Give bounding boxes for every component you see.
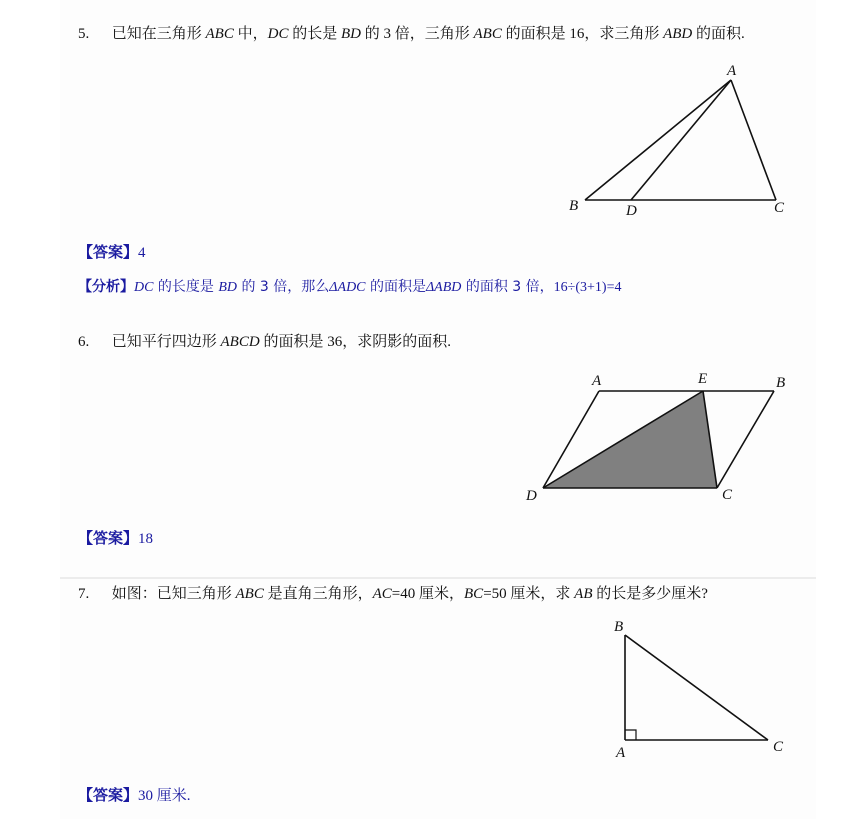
label-C: C — [773, 739, 784, 755]
label-C: C — [774, 200, 785, 216]
question-number: 5. — [78, 26, 90, 42]
question-7-text: 7. 如图：已知三角形 ABC 是直角三角形，AC=40 厘米，BC=50 厘米，求 AB 的长是多少厘米? — [78, 586, 708, 602]
answer-value: 4 — [138, 245, 146, 261]
question-number: 6. — [78, 334, 90, 350]
label-A: A — [592, 373, 602, 389]
figure-parallelogram — [543, 391, 774, 488]
answer-value: 30 厘米. — [138, 788, 191, 804]
question-5-text: 5. 已知在三角形 ABC 中，DC 的长是 BD 的 3 倍，三角形 ABC 的面积是 16，求三角形 ABD 的面积. — [78, 26, 745, 42]
label-D: D — [626, 203, 637, 219]
answer-value: 18 — [138, 531, 154, 547]
answer-label: 【答案】 — [78, 243, 139, 261]
right-angle-mark — [625, 730, 636, 740]
answer-label: 【答案】 — [78, 529, 139, 547]
label-B: B — [776, 375, 786, 391]
figure-right-triangle — [625, 635, 768, 740]
question-5-analysis: 【分析】DC 的长度是 BD 的 3 倍，那么ΔADC 的面积是ΔABD 的面积 3 倍，16÷(3+1)=4 — [78, 279, 622, 295]
question-6-text: 6. 已知平行四边形 ABCD 的面积是 36，求阴影的面积. — [78, 334, 451, 350]
label-A: A — [727, 63, 737, 79]
label-A: A — [616, 745, 626, 761]
analysis-label: 【分析】 — [78, 279, 134, 295]
shaded-triangle — [543, 391, 717, 488]
label-E: E — [698, 371, 708, 387]
question-number: 7. — [78, 586, 90, 602]
label-B: B — [614, 619, 624, 635]
figure-triangle-abd — [585, 80, 776, 200]
answer-label: 【答案】 — [78, 786, 139, 804]
label-D: D — [526, 488, 537, 504]
label-C: C — [722, 487, 733, 503]
label-B: B — [569, 198, 579, 214]
